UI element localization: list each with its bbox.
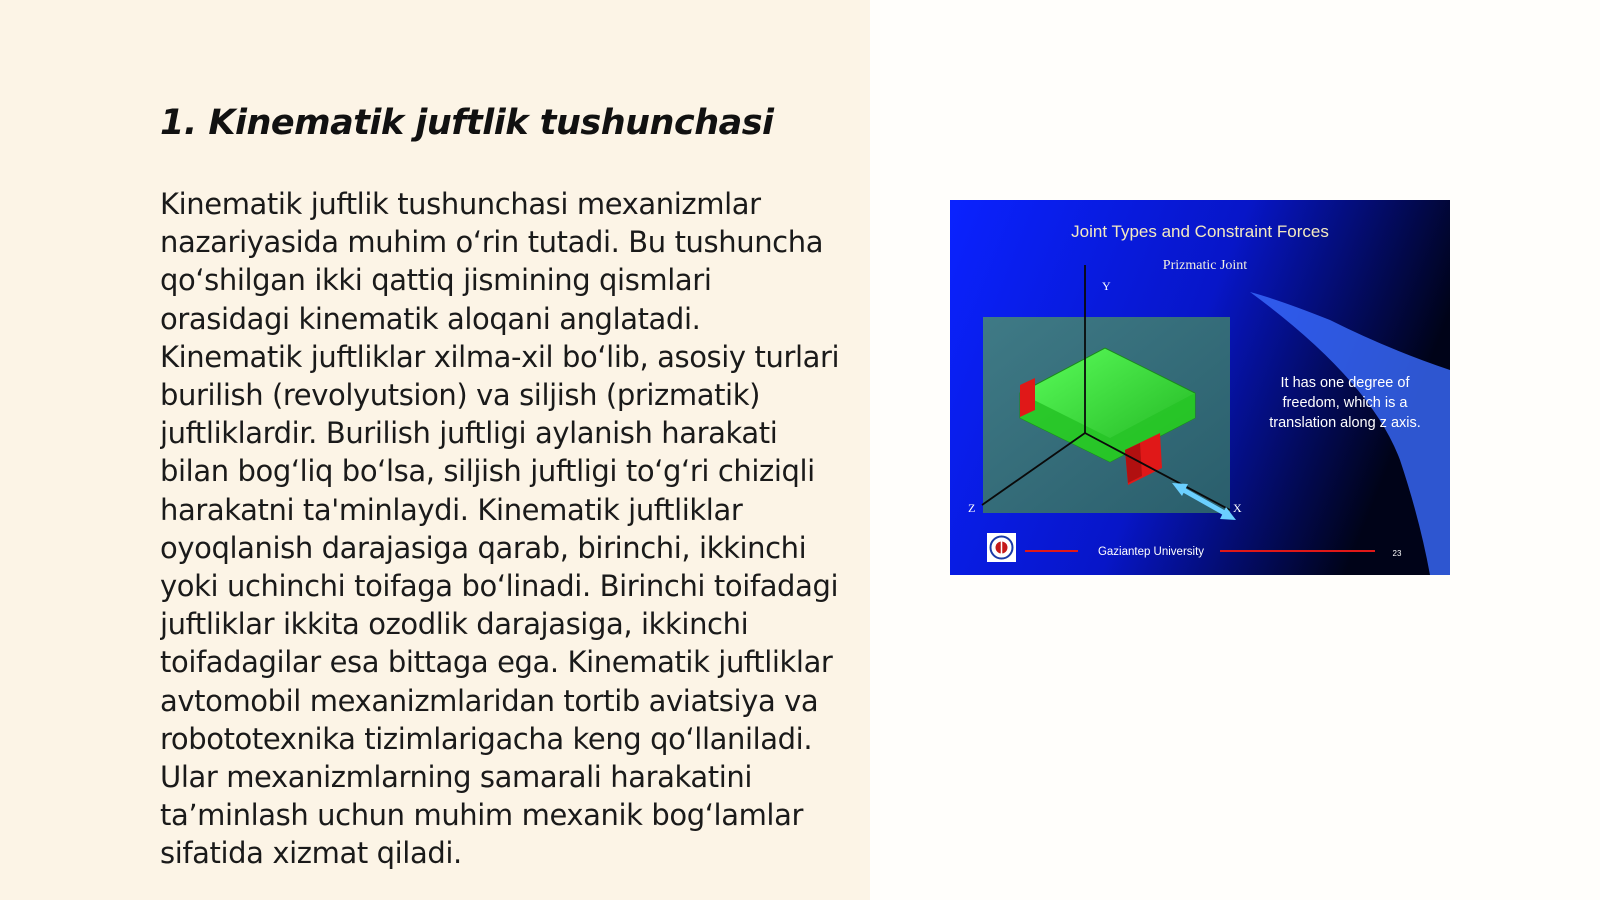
university-logo-icon — [987, 533, 1016, 562]
caption-line-2: freedom, which is a — [1282, 395, 1408, 411]
caption-line-1: It has one degree of — [1280, 375, 1410, 391]
footer-label: Gaziantep University — [1097, 546, 1205, 558]
axis-z-label: Z — [968, 501, 976, 515]
image-title: Joint Types and Constraint Forces — [1071, 222, 1329, 241]
caption-line-3: translation along z axis. — [1269, 415, 1421, 431]
slide-body-text: Kinematik juftlik tushunchasi mexanizmlar nazariyasida muhim oʻrin tutadi. Bu tushuncha qoʻshilgan ikki qattiq jismining qismlari orasidagi kinematik aloqani anglatadi. Kinematik juftliklar xilma-xil boʻlib, asosiy turlari burilish (revolyutsion) va siljish (prizmatik) juftliklardir. Burilish juftligi aylanish harakati bilan bogʻliq boʻlsa, siljish juftligi toʻgʻri chiziqli harakatni ta'minlaydi. Kinematik juftliklar oyoqlanish darajasiga qarab, birinchi, ikkinchi yoki uchinchi toifaga boʻlinadi. Birinchi toifadagi juftliklar ikkita ozodlik darajasiga, ikkinchi toifadagilar esa bittaga ega. Kinematik juftliklar avtomobil mexanizmlaridan tortib aviatsiya va robototexnika tizimlarigacha keng qoʻllaniladi. Ular mexanizmlarning samarali harakatini ta’minlash uchun muhim mexanik bogʻlamlar sifatida xizmat qiladi. — [160, 187, 840, 871]
slide-title: 1. Kinematik juftlik tushunchasi — [160, 103, 774, 143]
axis-y-label: Y — [1102, 279, 1111, 293]
image-page-number: 23 — [1392, 549, 1402, 558]
image-subtitle: Prizmatic Joint — [1162, 258, 1248, 273]
prismatic-joint-slide-image — [950, 200, 1450, 575]
axis-x-label: X — [1233, 501, 1242, 515]
